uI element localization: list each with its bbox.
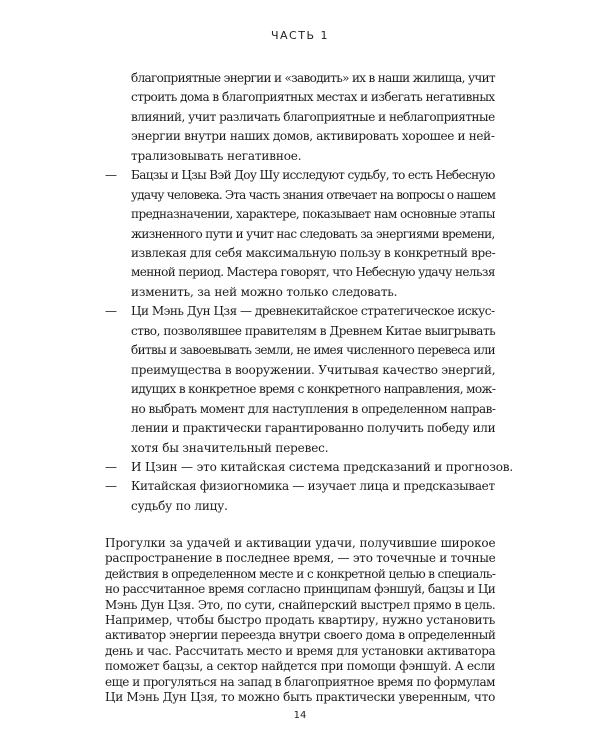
- text-line: И Цзин — это китайская система предсказаний и прогнозов.: [131, 460, 514, 474]
- text-line: трализовывать негативное.: [131, 149, 302, 163]
- text-line: Ци Мэнь Дун Цзя, то можно быть практически уверенным, что: [105, 690, 496, 704]
- text-line: предназначении, характере, показывает нам основные этапы: [131, 207, 495, 221]
- text-line: идущих в конкретное время с конкретного направления, мож-: [131, 382, 496, 396]
- text-line: благоприятные энергии и «заводить» их в наши жилища, учит: [131, 71, 495, 85]
- text-line: строить дома в благоприятных местах и избегать негативных: [131, 90, 495, 104]
- text-line: активатор энергии переезда внутри своего дома в определенный: [105, 628, 496, 642]
- page-number: 14: [293, 710, 307, 721]
- text-line: хотя бы значительный перевес.: [131, 441, 329, 455]
- text-line: но выбрать момент для наступления в определенном направ-: [131, 402, 496, 416]
- text-line: действия в определенном месте и с конкретной целью в специаль-: [105, 567, 496, 581]
- text-line: извлекая для себя максимальную пользу в конкретный вре-: [131, 246, 496, 260]
- text-line: Например, чтобы быстро продать квартиру, нужно установить: [105, 613, 496, 627]
- text-line: Китайская физиогномика — изучает лица и предсказывает: [131, 479, 495, 493]
- text-line: еще и прогуляться на запад в благоприятное время по формулам: [105, 675, 495, 689]
- text-line: изменить, за ней можно только следовать.: [131, 285, 398, 299]
- text-line: битвы и завоевывать земли, не имея численного перевеса или: [131, 343, 495, 357]
- text-line: Ци Мэнь Дун Цзя — древнекитайское стратегическое искус-: [131, 304, 495, 318]
- text-line: влияний, учит различать благоприятные и неблагоприятные: [131, 110, 495, 124]
- text-line: но рассчитанное время согласно принципам фэншуй, бацзы и Ци: [105, 582, 496, 596]
- text-line: распространение в последнее время, — это точечные и точные: [105, 551, 496, 565]
- running-title: ЧАСТЬ 1: [270, 29, 329, 42]
- text-line: день и час. Рассчитать место и время для установки активатора: [105, 644, 496, 658]
- list-dash: —: [105, 168, 117, 182]
- text-line: поможет бацзы, а сектор найдется при помощи фэншуй. А если: [105, 659, 496, 673]
- text-line: судьбу по лицу.: [131, 499, 228, 513]
- text-line: удачу человека. Эта часть знания отвечает на вопросы о нашем: [131, 188, 496, 202]
- list-dash: —: [105, 460, 117, 474]
- text-line: менной период. Мастера говорят, что Небесную удачу нельзя: [131, 265, 495, 279]
- text-line: Бацзы и Цзы Вэй Доу Шу исследуют судьбу, то есть Небесную: [131, 168, 495, 182]
- list-dash: —: [105, 304, 117, 318]
- text-line: энергии внутри наших домов, активировать хорошее и ней-: [131, 129, 495, 143]
- text-line: лении и практически гарантированно получить победу или: [131, 421, 496, 435]
- text-line: Прогулки за удачей и активации удачи, получившие широкое: [105, 536, 496, 550]
- text-line: преимущества в вооружении. Учитывая качество энергий,: [131, 363, 496, 377]
- text-line: жизненного пути и учит нас следовать за энергиями времени,: [131, 227, 495, 241]
- text-line: Мэнь Дун Цзя. Это, по сути, снайперский выстрел прямо в цель.: [105, 598, 496, 612]
- text-line: ство, позволявшее правителям в Древнем Китае выигрывать: [131, 324, 496, 338]
- list-dash: —: [105, 479, 117, 493]
